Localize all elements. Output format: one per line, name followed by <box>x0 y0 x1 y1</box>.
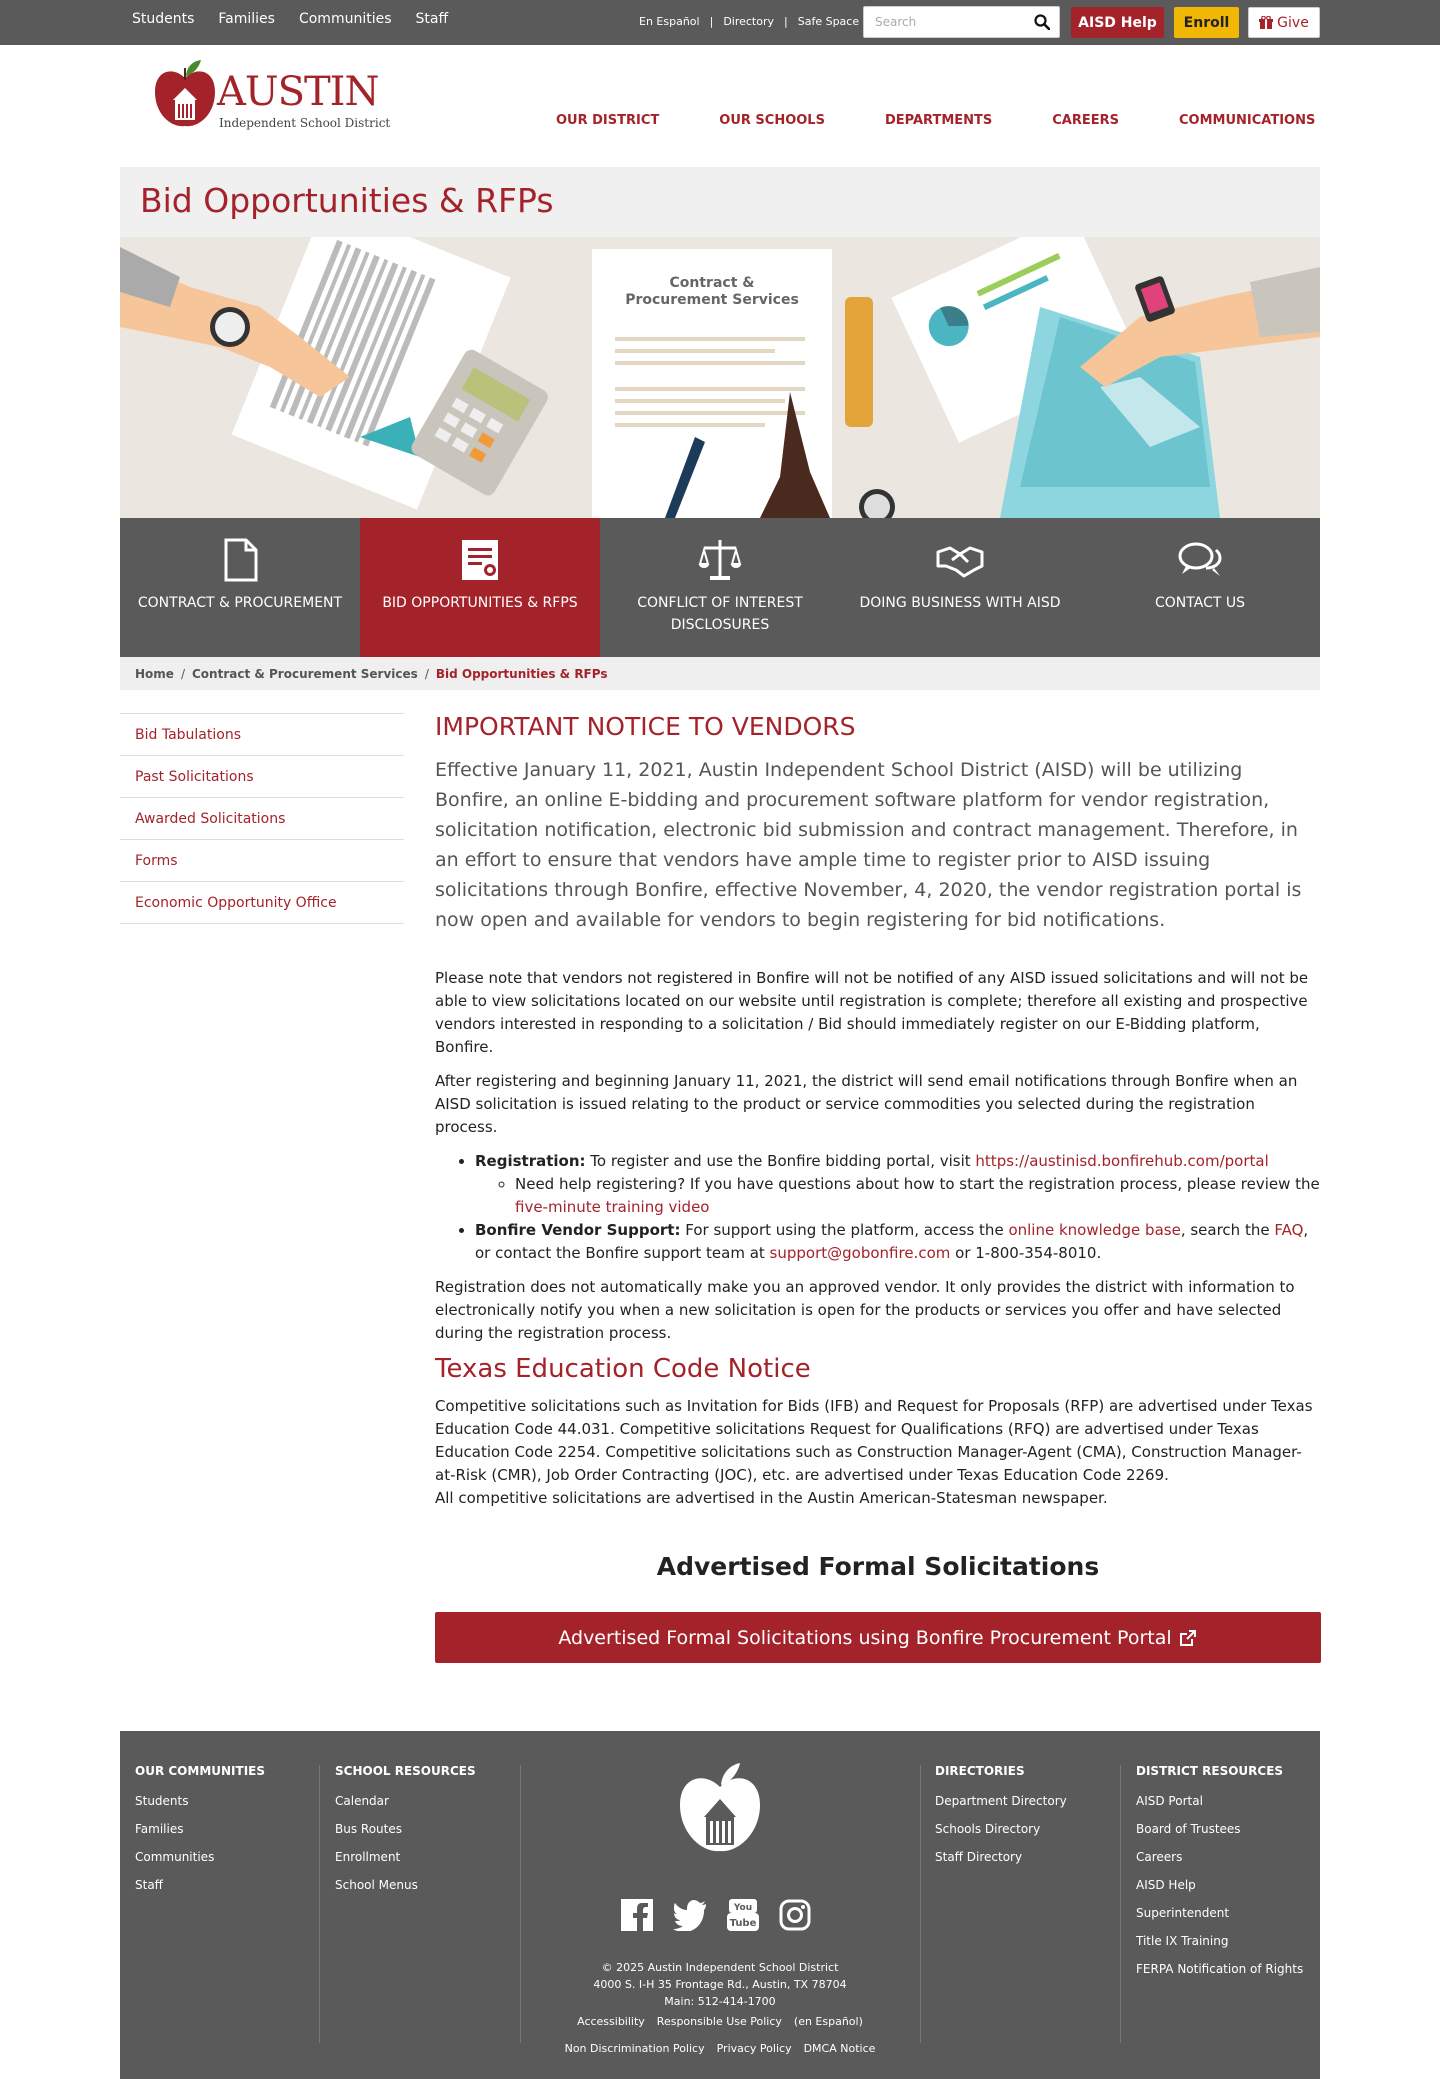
nav-careers[interactable]: CAREERS <box>1052 113 1119 128</box>
svg-text:Tube: Tube <box>729 1918 757 1929</box>
handshake-icon <box>936 536 984 584</box>
separator: | <box>784 15 788 28</box>
search-box <box>863 6 1060 38</box>
top-link-communities[interactable]: Communities <box>298 11 392 27</box>
list-item <box>475 1150 1321 1219</box>
footer-divider <box>920 1765 921 2043</box>
footer-link[interactable]: Staff Directory <box>935 1850 1023 1864</box>
top-link-families[interactable]: Families <box>218 11 275 27</box>
address: 4000 S. I-H 35 Frontage Rd., Austin, TX 78704 <box>593 1978 847 1991</box>
support-text: For support using the platform, access the <box>680 1221 1009 1239</box>
footer-heading: DISTRICT RESOURCES <box>1136 1764 1284 1778</box>
breadcrumb-separator: / <box>424 666 429 681</box>
aisd-logo[interactable] <box>153 58 403 134</box>
link-en-espanol[interactable]: En Español <box>639 15 700 28</box>
link-directory[interactable]: Directory <box>723 15 775 28</box>
button-label: Advertised Formal Solicitations using Bonfire Procurement Portal <box>558 1626 1172 1649</box>
bonfire-portal-button[interactable] <box>435 1612 1321 1663</box>
breadcrumb-parent[interactable]: Contract & Procurement Services <box>191 666 418 681</box>
tile-label: BID OPPORTUNITIES & RFPS <box>382 595 578 611</box>
footer-link[interactable]: Title IX Training <box>1136 1934 1229 1948</box>
footer-heading: DIRECTORIES <box>935 1764 1025 1778</box>
link-non-discrimination[interactable]: Non Discrimination Policy <box>564 2042 705 2055</box>
notice-heading: IMPORTANT NOTICE TO VENDORS <box>435 712 856 741</box>
instagram-icon[interactable] <box>779 1899 811 1931</box>
footer-communities <box>135 1764 265 1906</box>
footer-policy-links <box>520 2015 920 2028</box>
footer-link[interactable]: Bus Routes <box>335 1822 402 1836</box>
tec-heading: Texas Education Code Notice <box>435 1354 811 1384</box>
contracts-illustration <box>120 237 1320 518</box>
tec-section <box>435 1354 1321 1510</box>
tile-doing-business[interactable] <box>840 518 1080 657</box>
sidebar-item-past-solicitations[interactable]: Past Solicitations <box>120 756 404 798</box>
breadcrumb <box>120 657 1320 690</box>
copyright: © 2025 Austin Independent School District <box>601 1961 839 1974</box>
training-video-link[interactable]: five-minute training video <box>515 1198 710 1216</box>
support-label: Bonfire Vendor Support: <box>475 1221 681 1239</box>
phone: Main: 512-414-1700 <box>664 1995 776 2008</box>
top-link-students[interactable]: Students <box>132 11 195 27</box>
tile-label: CONFLICT OF INTEREST DISCLOSURES <box>637 595 803 633</box>
twitter-icon[interactable] <box>673 1899 707 1931</box>
tile-contact-us[interactable] <box>1080 518 1320 657</box>
sidebar-item-economic-opportunity[interactable]: Economic Opportunity Office <box>120 882 404 924</box>
footer-link[interactable]: Careers <box>1136 1850 1183 1864</box>
breadcrumb-separator: / <box>180 666 185 681</box>
notice-lead: Effective January 11, 2021, Austin Independent School District (AISD) will be utilizing Bonfire, an online E-bidding and procurement software platform for vendor registration, solicitation notification, electronic bid submission and contract management. Therefore, in an effort to ensure that vendors have ample time to register prior to AISD issuing solicitations through Bonfire, effective November, 4, 2020, the vendor registration portal is now open and available for vendors to begin registering for bid notifications. <box>435 759 1302 931</box>
support-text: or 1-800-354-8010. <box>950 1244 1102 1262</box>
tec-paragraph <box>435 1395 1321 1510</box>
footer-link[interactable]: Communities <box>135 1850 215 1864</box>
support-text: , or contact the Bonfire support team at <box>475 1221 1309 1262</box>
certificate-icon <box>456 536 504 584</box>
faq-link[interactable]: FAQ <box>1274 1221 1304 1239</box>
notice-paragraph: After registering and beginning January 11, 2021, the district will send email notifications through Bonfire when an AISD solicitation is issued relating to the product or service commodities you selected during the registration process. <box>435 1072 1298 1136</box>
footer-link[interactable]: Board of Trustees <box>1136 1822 1241 1836</box>
social-links <box>621 1899 811 1931</box>
footer-link[interactable]: Schools Directory <box>935 1822 1041 1836</box>
footer-link[interactable]: School Menus <box>335 1878 418 1892</box>
knowledge-base-link[interactable]: online knowledge base <box>1008 1221 1181 1239</box>
enroll-button[interactable]: Enroll <box>1174 7 1239 38</box>
footer-policy-links <box>520 2042 920 2055</box>
footer-link[interactable]: Students <box>135 1794 189 1808</box>
youtube-icon[interactable] <box>727 1899 759 1931</box>
give-label: Give <box>1277 14 1309 31</box>
footer-link[interactable]: Families <box>135 1822 184 1836</box>
registration-label: Registration: <box>475 1152 586 1170</box>
scales-icon <box>696 536 744 584</box>
svg-text:You: You <box>733 1903 753 1913</box>
footer-school-resources <box>335 1764 476 1906</box>
list-item <box>475 1219 1321 1265</box>
top-bar <box>0 0 1440 45</box>
link-accessibility[interactable]: Accessibility <box>577 2015 645 2028</box>
footer-link[interactable]: AISD Portal <box>1136 1794 1203 1808</box>
link-safe-space[interactable]: Safe Space <box>797 15 860 28</box>
nav-communications[interactable]: COMMUNICATIONS <box>1179 113 1316 128</box>
main-nav <box>556 113 1375 128</box>
footer-link[interactable]: Staff <box>135 1878 163 1892</box>
link-responsible-use[interactable]: Responsible Use Policy <box>656 2015 782 2028</box>
footer-contact <box>520 1959 920 2010</box>
footer-divider <box>319 1765 320 2043</box>
logo-subtitle: Independent School District <box>219 116 391 130</box>
tec-text: Competitive solicitations such as Invitation for Bids (IFB) and Request for Proposals (RFP) are advertised under Texas Education Code 44.031. Competitive solicitations Request for Qualifications (RFQ) are advertised under Texas Education Code 2254. Competitive solicitations such as Construction Manager-Agent (CMA), Construction Manager-at-Risk (CMR), Job Order Contracting (JOC), etc. are advertised under Texas Education Code 2269. <box>435 1397 1313 1484</box>
footer-directories <box>935 1764 1067 1878</box>
footer-link[interactable]: FERPA Notification of Rights <box>1136 1962 1304 1976</box>
logo-wordmark: AUSTIN <box>217 69 379 115</box>
banner-doc-title-2: Procurement Services <box>625 292 799 308</box>
search-icon[interactable] <box>1034 14 1050 30</box>
utility-links <box>639 15 859 28</box>
tile-bid-opportunities[interactable] <box>360 518 600 657</box>
chat-icon <box>1176 536 1224 584</box>
breadcrumb-home[interactable]: Home <box>135 666 174 681</box>
site-footer <box>120 1731 1320 2079</box>
audience-links <box>132 11 448 27</box>
page-title: Bid Opportunities & RFPs <box>140 181 554 220</box>
link-dmca[interactable]: DMCA Notice <box>803 2042 876 2055</box>
help-text: Need help registering? If you have questions about how to start the registration process, please review the <box>515 1175 1320 1193</box>
nav-our-district[interactable]: OUR DISTRICT <box>556 113 660 128</box>
nav-departments[interactable]: DEPARTMENTS <box>884 113 993 128</box>
aisd-help-button[interactable]: AISD Help <box>1071 7 1164 38</box>
tile-contract-procurement[interactable] <box>120 518 360 657</box>
footer-district-resources <box>1136 1764 1303 1990</box>
link-privacy-policy[interactable]: Privacy Policy <box>716 2042 792 2055</box>
page-title-bar <box>120 167 1320 237</box>
tile-label: CONTRACT & PROCUREMENT <box>137 595 343 611</box>
banner-doc-title-1: Contract & <box>669 275 755 291</box>
sidebar-nav <box>120 713 404 924</box>
search-input[interactable] <box>864 7 1024 37</box>
list-item <box>515 1173 1321 1219</box>
footer-link[interactable]: Enrollment <box>335 1850 401 1864</box>
notice-paragraph: Registration does not automatically make you an approved vendor. It only provides the district with information to electronically notify you when a new solicitation is open for the products or services you offer and have selected during the registration process. <box>435 1278 1295 1342</box>
notice-paragraph: Please note that vendors not registered in Bonfire will not be notified of any AISD issued solicitations and will not be able to view solicitations located on our website until registration is complete; therefore all existing and prospective vendors interested in responding to a solicitation / Bid should immediately register on our E-Bidding platform, Bonfire. <box>435 969 1309 1056</box>
main-content <box>435 712 1321 1345</box>
footer-link[interactable]: AISD Help <box>1136 1878 1196 1892</box>
tile-conflict-of-interest[interactable] <box>600 518 840 657</box>
section-tiles <box>120 518 1320 657</box>
footer-link[interactable]: Calendar <box>335 1794 389 1808</box>
sidebar-item-bid-tabulations[interactable]: Bid Tabulations <box>120 714 404 756</box>
footer-heading: SCHOOL RESOURCES <box>335 1764 476 1778</box>
hero-banner <box>120 237 1320 518</box>
link-en-espanol[interactable]: (en Español) <box>793 2015 863 2028</box>
support-email-link[interactable]: support@gobonfire.com <box>769 1244 951 1262</box>
tile-label: DOING BUSINESS WITH AISD <box>859 595 1061 611</box>
footer-link[interactable]: Department Directory <box>935 1794 1067 1808</box>
separator: | <box>709 15 714 28</box>
top-link-staff[interactable]: Staff <box>415 11 449 27</box>
document-icon <box>216 536 264 584</box>
apple-capitol-icon <box>153 58 217 134</box>
apple-capitol-icon <box>678 1761 762 1857</box>
afs-heading: Advertised Formal Solicitations <box>656 1552 1100 1581</box>
notice-body <box>435 967 1321 1345</box>
footer-heading: OUR COMMUNITIES <box>135 1764 265 1778</box>
gift-icon <box>1259 16 1273 30</box>
sidebar-item-awarded-solicitations[interactable]: Awarded Solicitations <box>120 798 404 840</box>
bonfire-portal-link[interactable]: https://austinisd.bonfirehub.com/portal <box>975 1152 1269 1170</box>
external-link-icon <box>1178 1628 1198 1648</box>
give-button[interactable] <box>1248 7 1320 38</box>
sidebar-item-forms[interactable]: Forms <box>120 840 404 882</box>
footer-divider <box>1120 1765 1121 2043</box>
tile-label: CONTACT US <box>1155 595 1245 611</box>
footer-link[interactable]: Superintendent <box>1136 1906 1230 1920</box>
tec-text: All competitive solicitations are advertised in the Austin American-Statesman newspaper. <box>435 1489 1108 1507</box>
nav-our-schools[interactable]: OUR SCHOOLS <box>719 113 825 128</box>
breadcrumb-current: Bid Opportunities & RFPs <box>435 666 608 681</box>
facebook-icon[interactable] <box>621 1899 653 1931</box>
registration-text: To register and use the Bonfire bidding portal, visit <box>585 1152 976 1170</box>
support-text: , search the <box>1180 1221 1275 1239</box>
